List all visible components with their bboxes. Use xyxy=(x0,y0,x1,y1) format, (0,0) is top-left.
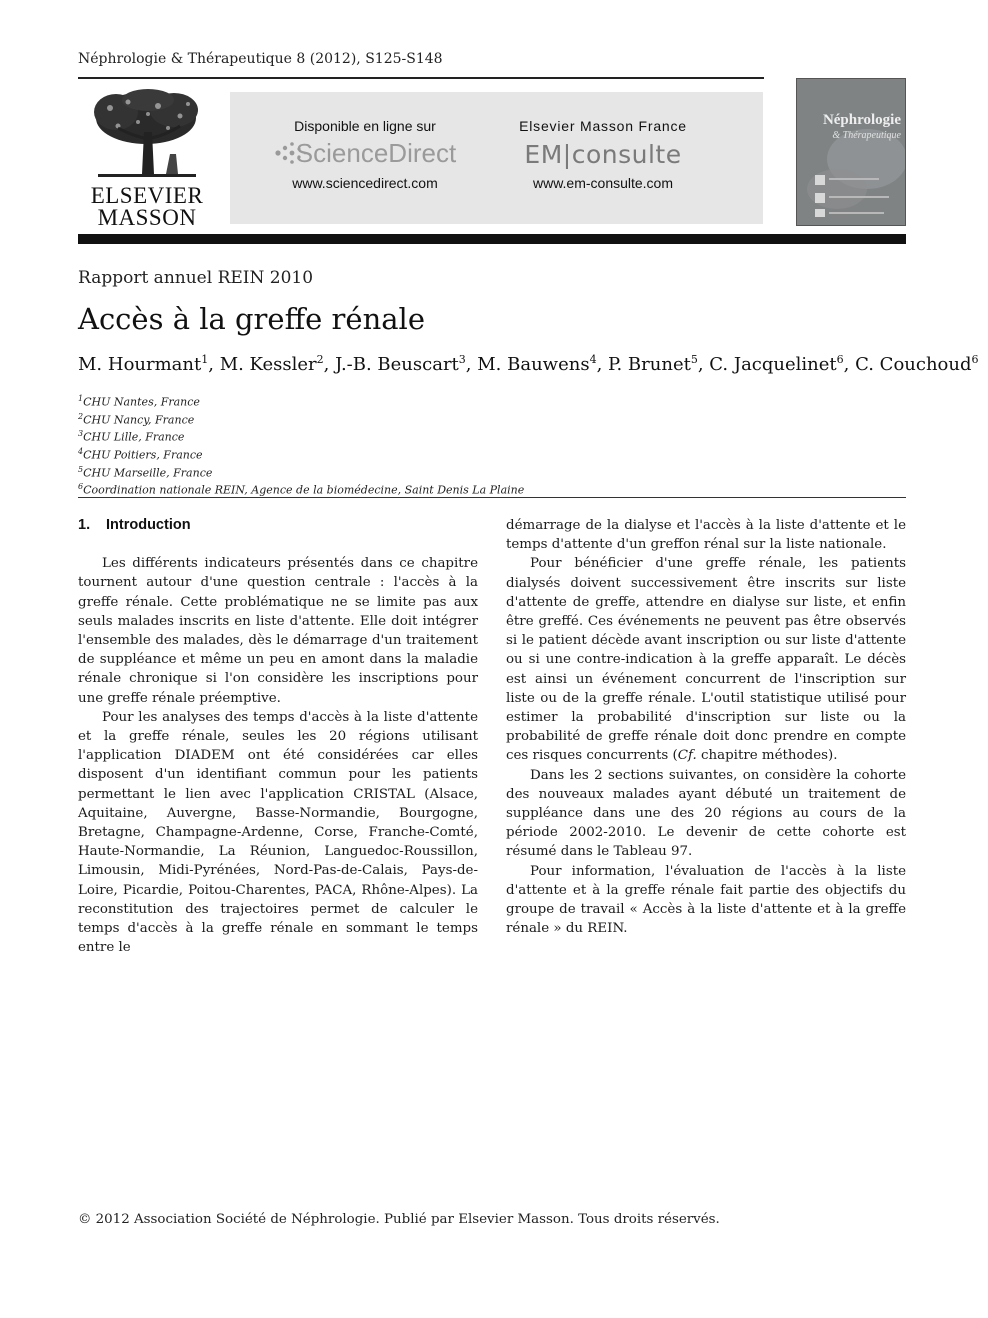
affiliation: $^4$CHU Poitiers, France xyxy=(78,446,203,462)
body-column-right xyxy=(506,516,906,938)
paragraph: Dans les 2 sections suivantes, on considère la cohorte des nouveaux malades ayant débuté un traitement de suppléance dans une des 20 régions au cours de la période 2002-2010. Le devenir de cette cohorte est résumé dans le Tableau 97. xyxy=(506,767,906,860)
author[interactable]: J.-B. Beuscart$^3$ xyxy=(335,353,466,375)
logo-word-elsevier: ELSEVIER xyxy=(90,183,204,208)
sciencedirect-block[interactable] xyxy=(250,92,480,224)
paragraph: Pour les analyses des temps d'accès à la liste d'attente et la greffe rénale, seules les 20 régions utilisant l'application DIADEM ont été considérées car elles disposent d'un identifiant commun pour les patients permettant le lien avec l'application CRISTAL (Alsace, Aquitaine, Auvergne, Basse-Normandie, Bourgogne, Bretagne, Champagne-Ardenne, Corse, Franche-Comté, Haute-Normandie, La Réunion, Languedoc-Roussillon, Limousin, Midi-Pyrénées, Nord-Pas-de-Calais, Pays-de-Loire, Picardie, Poitou-Charentes, PACA, Rhône-Alpes). La reconstitution des trajectoires permet de calculer le temps d'accès à la greffe rénale en sommant le temps entre le xyxy=(78,709,478,956)
section-heading: 1. Introduction xyxy=(78,517,191,533)
cover-illustration xyxy=(797,79,906,226)
emconsulte-brand: EM|consulte xyxy=(524,140,682,169)
author[interactable]: C. Jacquelinet$^6$ xyxy=(709,353,844,375)
affiliation-list xyxy=(78,392,524,498)
affiliation: $^5$CHU Marseille, France xyxy=(78,464,213,480)
emconsulte-url[interactable]: www.em-consulte.com xyxy=(532,175,674,191)
sciencedirect-brand: ScienceDirect xyxy=(295,138,457,168)
sciencedirect-heading: Disponible en ligne sur xyxy=(294,118,436,134)
paragraph: Les différents indicateurs présentés dans ce chapitre tournent autour d'une question centrale : l'accès à la greffe rénale. Cette problématique ne se limite pas aux seuls malades inscrits en liste d'attente. Elle doit intégrer l'ensemble des malades, dès le démarrage d'un traitement de suppléance et même un peu en amont dans la maladie rénale chronique si l'on considère les inscriptions pour une greffe rénale préemptive. xyxy=(78,556,478,706)
header-rule xyxy=(78,77,764,79)
body-column-left xyxy=(78,516,478,957)
sciencedirect-url[interactable]: www.sciencedirect.com xyxy=(292,175,438,191)
emconsulte-heading: Elsevier Masson France xyxy=(519,118,687,134)
copyright-notice: © 2012 Association Société de Néphrologie. Publié par Elsevier Masson. Tous droits réservés. xyxy=(78,1212,720,1227)
affiliation: $^2$CHU Nancy, France xyxy=(78,411,195,427)
section-divider xyxy=(78,497,906,498)
journal-reference: Néphrologie & Thérapeutique 8 (2012), S125-S148 xyxy=(78,51,443,67)
affiliation: $^3$CHU Lille, France xyxy=(78,429,185,444)
emconsulte-block[interactable] xyxy=(488,92,718,224)
tree-icon xyxy=(88,88,206,180)
paragraph: démarrage de la dialyse et l'accès à la liste d'attente et le temps d'attente d'un greffon rénal sur la liste nationale. xyxy=(506,518,906,553)
elsevier-masson-logo xyxy=(88,88,206,228)
article-rubrique: Rapport annuel REIN 2010 xyxy=(78,268,314,288)
cover-subtitle: & Thérapeutique xyxy=(832,130,901,141)
paragraph: Pour information, l'évaluation de l'accès à la liste d'attente et à la greffe rénale fait partie des objectifs du groupe de travail « Accès à la liste d'attente et à la greffe rénale » du REIN. xyxy=(506,863,906,937)
author[interactable]: M. Kessler$^2$ xyxy=(219,353,324,375)
article-title: Accès à la greffe rénale xyxy=(78,302,425,336)
author[interactable]: C. Couchoud$^6$ xyxy=(855,353,979,375)
header-thick-rule xyxy=(78,234,906,244)
author[interactable]: M. Bauwens$^4$ xyxy=(477,353,597,375)
journal-cover[interactable] xyxy=(796,78,906,226)
affiliation: $^6$Coordination nationale REIN, Agence de la biomédecine, Saint Denis La Plaine xyxy=(78,482,525,497)
logo-word-masson: MASSON xyxy=(97,205,197,230)
online-availability-banner xyxy=(230,92,763,224)
affiliation: $^1$CHU Nantes, France xyxy=(78,394,200,409)
paragraph: Pour bénéficier d'une greffe rénale, les patients dialysés doivent successivement être inscrits sur liste d'attente de greffe, attendre en dialyse sur liste, et enfin être greffé. Ces événements ne peuvent pas être observés si le patient décède avant inscription ou sur liste d'attente ou si une contre-indication à la greffe apparaît. Le décès est ainsi un événement concurrent de l'inscription sur liste ou de la greffe rénale. L'outil statistique utilisé pour estimer la probabilité d'inscription sur liste ou la probabilité de greffe rénale doit donc prendre en compte ces risques concurrents (Cf. chapitre méthodes). xyxy=(506,556,906,764)
cover-title: Néphrologie xyxy=(822,112,901,128)
author[interactable]: M. Hourmant$^1$ xyxy=(78,353,209,375)
author[interactable]: P. Brunet$^5$ xyxy=(608,353,698,375)
author-list: M. Hourmant$^1$, M. Kessler$^2$, J.-B. Beuscart$^3$, M. Bauwens$^4$, P. Brunet$^5$, C. Jacquelinet$^6$, C. Couchoud$^6$ xyxy=(78,353,979,375)
